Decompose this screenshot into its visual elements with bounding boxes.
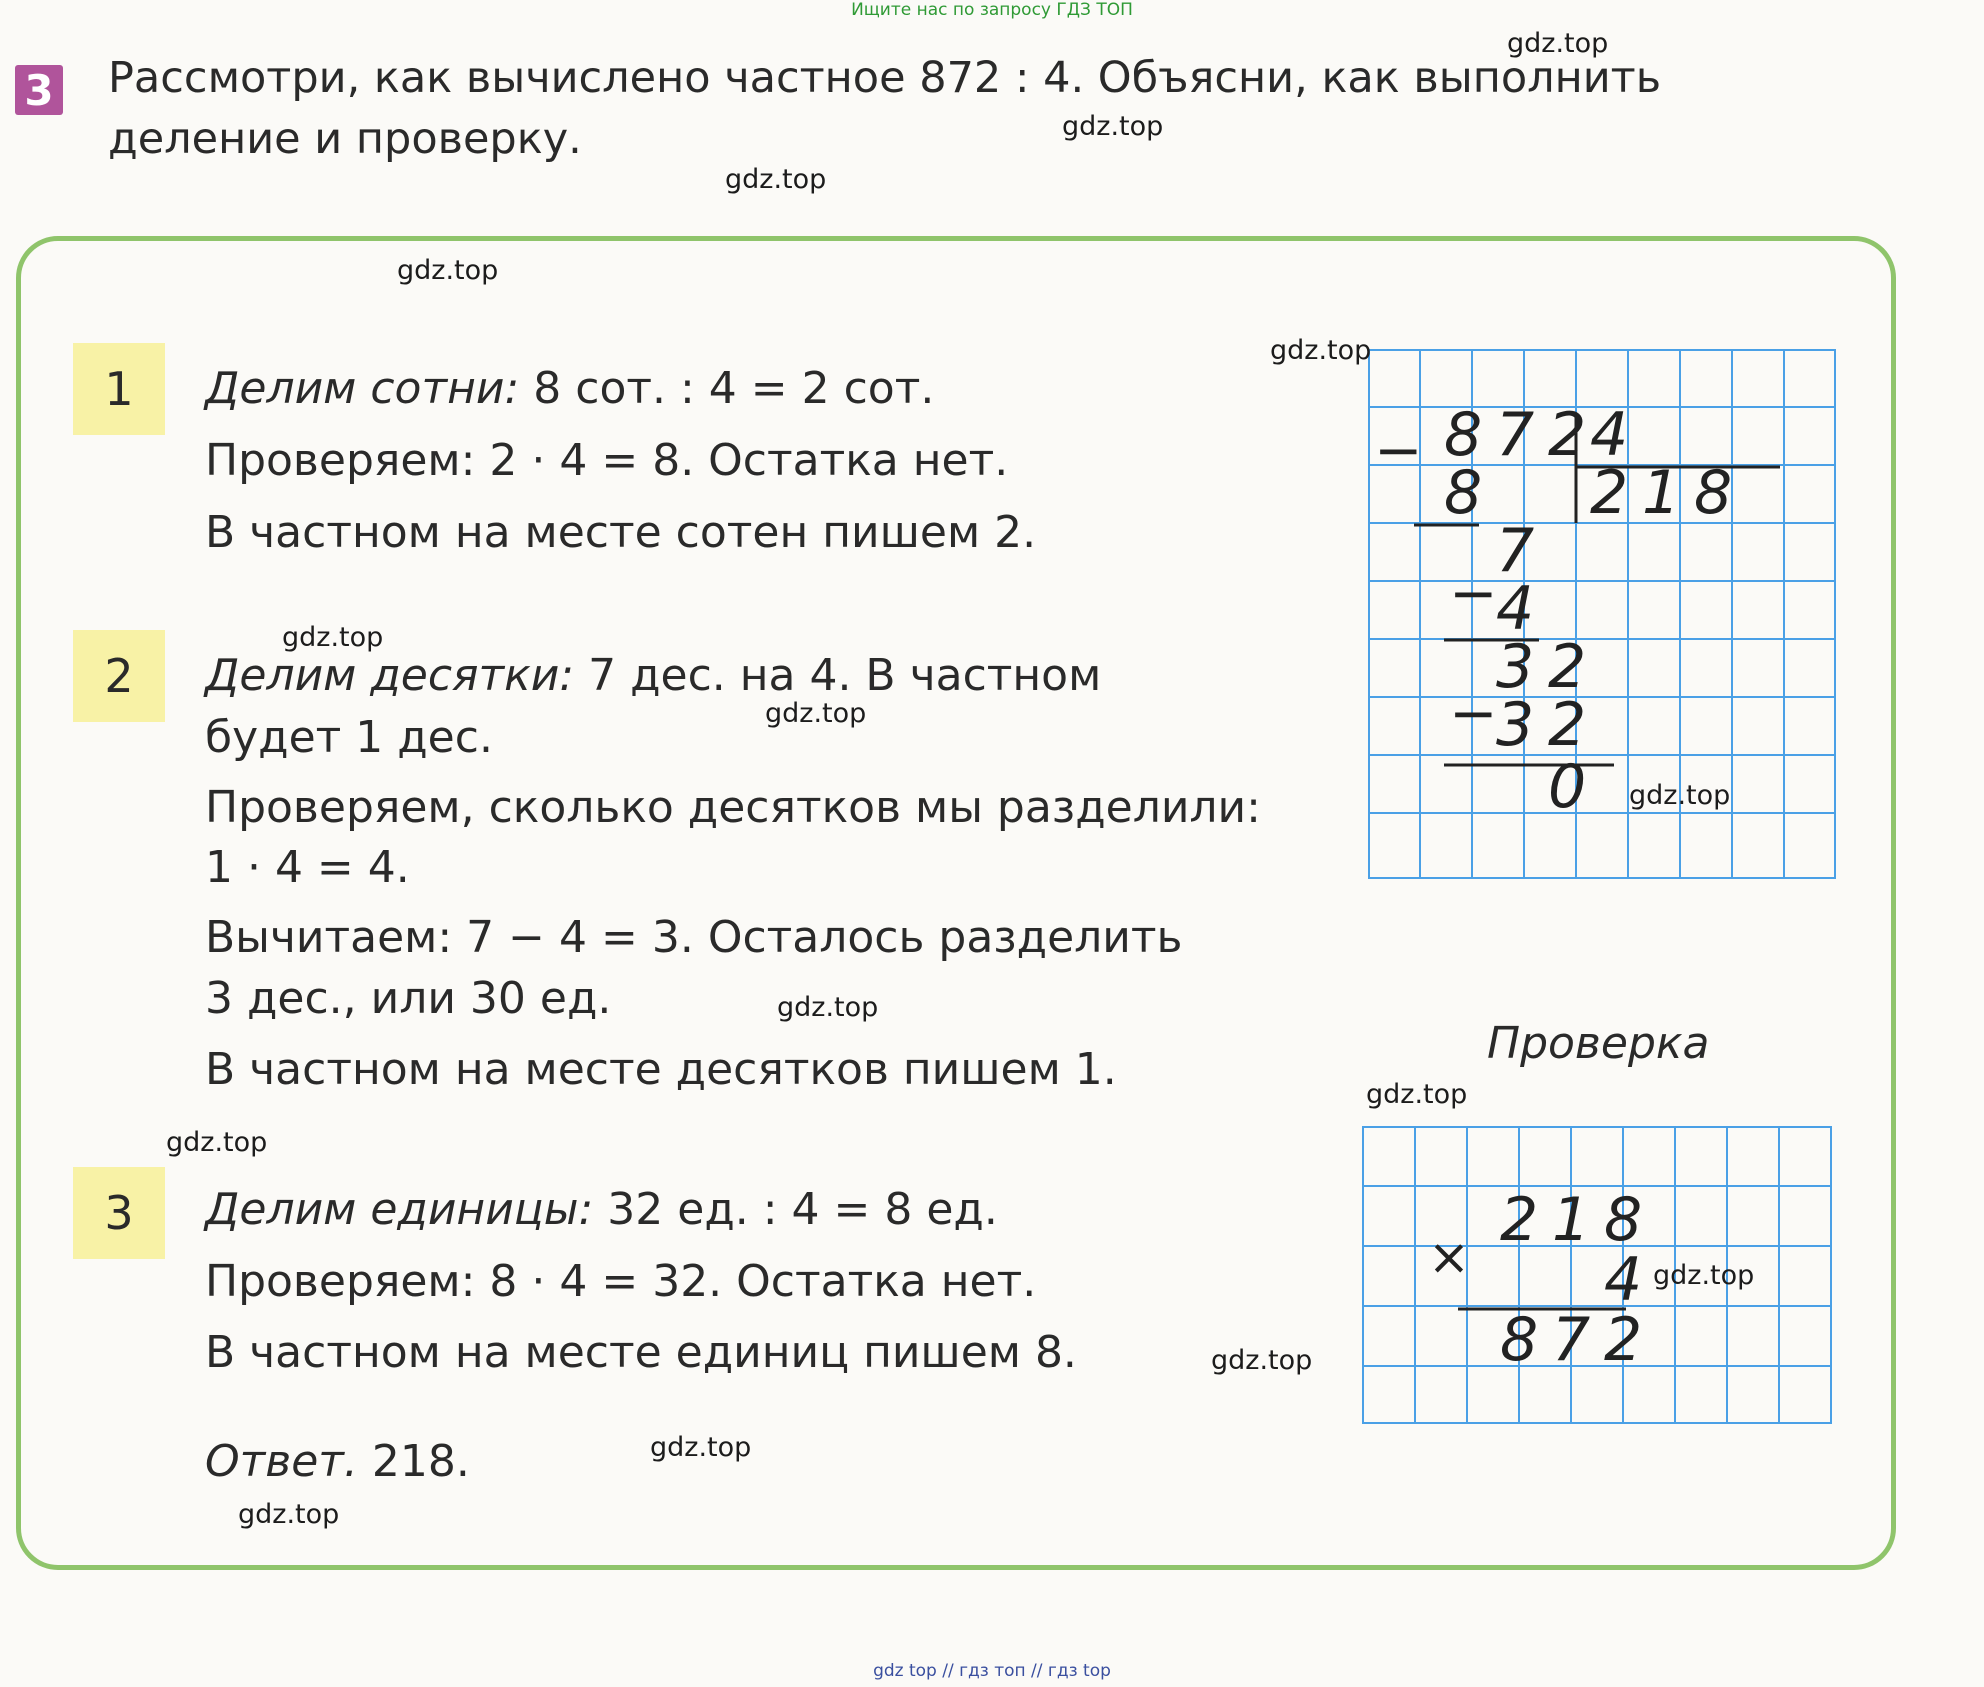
divisor-digit: 4 — [1590, 400, 1629, 470]
step-3-heading: Делим единицы: — [205, 1184, 594, 1235]
dividend-digit-tens: 7 — [1496, 400, 1535, 470]
watermark: gdz.top — [650, 1432, 752, 1463]
check-title: Проверка — [1487, 1018, 1710, 1069]
watermark: gdz.top — [166, 1127, 268, 1158]
step-1-heading-tail: 8 сот. : 4 = 2 сот. — [519, 363, 935, 414]
long-division-grid — [1364, 345, 1844, 885]
step-2-line-3: Проверяем, сколько десятков мы разделили: — [205, 782, 1261, 833]
subtrahend-4: 4 — [1496, 574, 1535, 644]
subtrahend-32-units: 2 — [1548, 690, 1587, 760]
dividend-digit-hundreds: 8 — [1444, 400, 1483, 470]
watermark: gdz.top — [397, 255, 499, 286]
step-3-heading-tail: 32 ед. : 4 = 8 ед. — [593, 1184, 998, 1235]
answer-label: Ответ. — [205, 1436, 358, 1487]
step-badge-3: 3 — [73, 1167, 165, 1259]
step-2-line-1 — [205, 650, 1101, 701]
step-1-heading: Делим сотни: — [205, 363, 520, 414]
minus-sign-1: − — [1374, 416, 1423, 484]
step-badge-2: 2 — [73, 630, 165, 722]
subtrahend-8: 8 — [1444, 458, 1483, 528]
remainder-7: 7 — [1496, 516, 1535, 586]
product-digit-hundreds: 8 — [1500, 1305, 1539, 1375]
step-2-line-7: В частном на месте десятков пишем 1. — [205, 1044, 1117, 1095]
dividend-digit-units: 2 — [1548, 400, 1587, 470]
quotient-digit-hundreds: 2 — [1590, 458, 1629, 528]
step-2-line-5: Вычитаем: 7 − 4 = 3. Осталось разделить — [205, 912, 1183, 963]
watermark: gdz.top — [1062, 111, 1164, 142]
minus-sign-3: − — [1449, 679, 1498, 747]
remainder-32-tens: 3 — [1496, 632, 1535, 702]
watermark: gdz.top — [777, 992, 879, 1023]
watermark: gdz.top — [1629, 780, 1731, 811]
product-digit-units: 2 — [1604, 1305, 1643, 1375]
watermark: gdz.top — [238, 1499, 340, 1530]
answer-line — [205, 1436, 470, 1487]
step-3-line-3: В частном на месте единиц пишем 8. — [205, 1327, 1077, 1378]
step-1-line-1 — [205, 363, 934, 414]
step-2-heading-tail: 7 дес. на 4. В частном — [574, 650, 1102, 701]
watermark: gdz.top — [1653, 1260, 1755, 1291]
factor-digit-tens: 1 — [1552, 1185, 1591, 1255]
final-remainder-0: 0 — [1548, 752, 1587, 822]
watermark: gdz.top — [1211, 1345, 1313, 1376]
task-number-badge: 3 — [15, 65, 63, 115]
watermark: gdz.top — [282, 622, 384, 653]
watermark: gdz.top — [765, 698, 867, 729]
watermark: gdz.top — [1366, 1079, 1468, 1110]
quotient-digit-tens: 1 — [1642, 458, 1681, 528]
step-3-line-1 — [205, 1184, 998, 1235]
factor-digit-units: 8 — [1604, 1185, 1643, 1255]
bottom-banner: gdz top // гдз топ // гдз top — [873, 1661, 1111, 1681]
watermark: gdz.top — [1270, 335, 1372, 366]
top-banner: Ищите нас по запросу ГДЗ ТОП — [851, 0, 1133, 20]
watermark: gdz.top — [725, 164, 827, 195]
step-2-heading: Делим десятки: — [205, 650, 575, 701]
step-1-line-3: В частном на месте сотен пишем 2. — [205, 507, 1037, 558]
quotient-digit-units: 8 — [1694, 458, 1733, 528]
step-badge-1: 1 — [73, 343, 165, 435]
answer-value: 218. — [357, 1436, 470, 1487]
step-1-line-2: Проверяем: 2 · 4 = 8. Остатка нет. — [205, 435, 1009, 486]
step-2-line-4: 1 · 4 = 4. — [205, 842, 410, 893]
task-text-line-1: Рассмотри, как вычислено частное 872 : 4. Объясни, как выполнить — [108, 53, 1662, 103]
multiplier-digit: 4 — [1604, 1245, 1643, 1315]
task-text-line-2: деление и проверку. — [108, 114, 582, 164]
multiply-sign: × — [1428, 1228, 1470, 1286]
product-digit-tens: 7 — [1552, 1305, 1591, 1375]
step-2-line-6: 3 дес., или 30 ед. — [205, 973, 612, 1024]
multiplication-check-grid — [1358, 1122, 1838, 1428]
minus-sign-2: − — [1449, 559, 1498, 627]
factor-digit-hundreds: 2 — [1500, 1185, 1539, 1255]
step-2-line-2: будет 1 дес. — [205, 712, 493, 763]
subtrahend-32-tens: 3 — [1496, 690, 1535, 760]
step-3-line-2: Проверяем: 8 · 4 = 32. Остатка нет. — [205, 1256, 1037, 1307]
remainder-32-units: 2 — [1548, 632, 1587, 702]
watermark: gdz.top — [1507, 28, 1609, 59]
